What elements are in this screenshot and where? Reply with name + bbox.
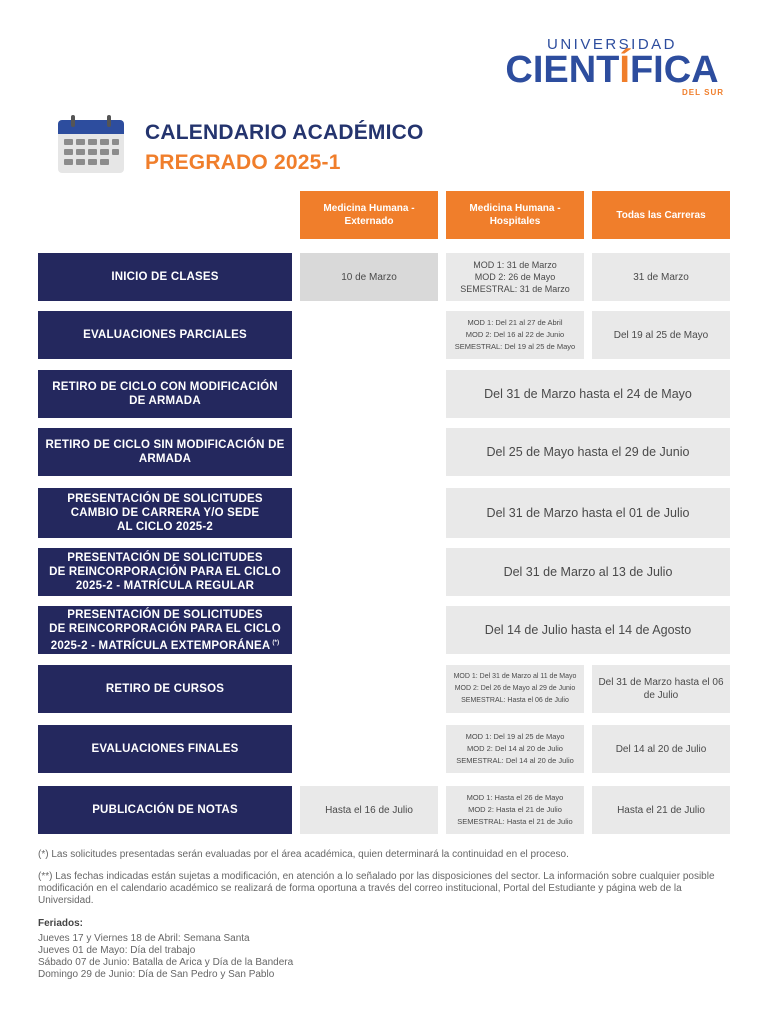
footnote-1: (*) Las solicitudes presentadas serán evaluadas por el área académica, quien determinará la continuidad en el proceso. bbox=[38, 849, 569, 860]
cell-retiro-cursos-hospitales: MOD 1: Del 31 de Marzo al 11 de Mayo MOD 2: Del 26 de Mayo al 29 de Junio SEMESTRAL: Hasta el 06 de Julio bbox=[446, 665, 584, 713]
cell-inicio-externado: 10 de Marzo bbox=[300, 253, 438, 301]
logo-main-text: CIENTÍFICA bbox=[505, 49, 719, 91]
holiday-item: Jueves 17 y Viernes 18 de Abril: Semana Santa bbox=[38, 933, 250, 944]
cell-cambio-carrera: Del 31 de Marzo hasta el 01 de Julio bbox=[446, 488, 730, 538]
cell-retiro-cursos-todas: Del 31 de Marzo hasta el 06 de Julio bbox=[592, 665, 730, 713]
holiday-item: Domingo 29 de Junio: Día de San Pedro y San Pablo bbox=[38, 969, 275, 980]
logo-top-text: UNIVERSIDAD bbox=[546, 36, 678, 53]
calendar-icon bbox=[57, 114, 125, 174]
row-label-retiro-cursos: RETIRO DE CURSOS bbox=[38, 665, 292, 713]
holiday-item: Jueves 01 de Mayo: Día del trabajo bbox=[38, 945, 196, 956]
row-label-retiro-con-modificacion: RETIRO DE CICLO CON MODIFICACIÓN DE ARMADA bbox=[38, 370, 292, 418]
holiday-item: Sábado 07 de Junio: Batalla de Arica y Día de la Bandera bbox=[38, 957, 294, 968]
cell-retiro-sin-modificacion: Del 25 de Mayo hasta el 29 de Junio bbox=[446, 428, 730, 476]
row-label-evaluaciones-parciales: EVALUACIONES PARCIALES bbox=[38, 311, 292, 359]
row-label-evaluaciones-finales: EVALUACIONES FINALES bbox=[38, 725, 292, 773]
cell-parciales-todas: Del 19 al 25 de Mayo bbox=[592, 311, 730, 359]
cell-finales-todas: Del 14 al 20 de Julio bbox=[592, 725, 730, 773]
footnote-2: (**) Las fechas indicadas están sujetas a modificación, en atención a lo señalado por las disposiciones del sector. La información sobre cualquier posible modificación en el calendario académico se realizará de forma oportuna a través del correo institucional, Portal del Estudiante y página web de la Universidad. bbox=[38, 871, 715, 906]
column-header-hospitales: Medicina Humana - Hospitales bbox=[446, 191, 584, 239]
row-label-publicacion-notas: PUBLICACIÓN DE NOTAS bbox=[38, 786, 292, 834]
column-header-externado: Medicina Humana - Externado bbox=[300, 191, 438, 239]
cell-notas-todas: Hasta el 21 de Julio bbox=[592, 786, 730, 834]
cell-notas-hospitales: MOD 1: Hasta el 26 de Mayo MOD 2: Hasta el 21 de Julio SEMESTRAL: Hasta el 21 de Julio bbox=[446, 786, 584, 834]
cell-notas-externado: Hasta el 16 de Julio bbox=[300, 786, 438, 834]
cell-inicio-todas: 31 de Marzo bbox=[592, 253, 730, 301]
cell-inicio-hospitales: MOD 1: 31 de Marzo MOD 2: 26 de Mayo SEMESTRAL: 31 de Marzo bbox=[446, 253, 584, 301]
row-label-retiro-sin-modificacion: RETIRO DE CICLO SIN MODIFICACIÓN DE ARMADA bbox=[38, 428, 292, 476]
row-label-inicio-clases: INICIO DE CLASES bbox=[38, 253, 292, 301]
logo-sub-text: DEL SUR bbox=[682, 88, 724, 97]
cell-parciales-hospitales: MOD 1: Del 21 al 27 de Abril MOD 2: Del 16 al 22 de Junio SEMESTRAL: Del 19 al 25 de Mayo bbox=[446, 311, 584, 359]
university-logo bbox=[496, 36, 728, 100]
cell-reincorporacion-extemporanea: Del 14 de Julio hasta el 14 de Agosto bbox=[446, 606, 730, 654]
page-title: CALENDARIO ACADÉMICO bbox=[145, 121, 424, 144]
column-header-todas: Todas las Carreras bbox=[592, 191, 730, 239]
holidays-list bbox=[38, 933, 293, 981]
row-label-reincorporacion-regular: PRESENTACIÓN DE SOLICITUDES DE REINCORPORACIÓN PARA EL CICLO 2025-2 - MATRÍCULA REGULAR bbox=[38, 548, 292, 596]
row-label-cambio-carrera: PRESENTACIÓN DE SOLICITUDES CAMBIO DE CARRERA Y/O SEDE AL CICLO 2025-2 bbox=[38, 488, 292, 538]
row-label-reincorporacion-extemporanea: PRESENTACIÓN DE SOLICITUDES DE REINCORPORACIÓN PARA EL CICLO 2025-2 - MATRÍCULA EXTEMPORÁNEA (*) bbox=[38, 606, 292, 654]
cell-finales-hospitales: MOD 1: Del 19 al 25 de Mayo MOD 2: Del 14 al 20 de Julio SEMESTRAL: Del 14 al 20 de Julio bbox=[446, 725, 584, 773]
cell-reincorporacion-regular: Del 31 de Marzo al 13 de Julio bbox=[446, 548, 730, 596]
cell-retiro-con-modificacion: Del 31 de Marzo hasta el 24 de Mayo bbox=[446, 370, 730, 418]
page-subtitle: PREGRADO 2025-1 bbox=[145, 151, 341, 174]
holidays-title: Feriados: bbox=[38, 918, 84, 929]
